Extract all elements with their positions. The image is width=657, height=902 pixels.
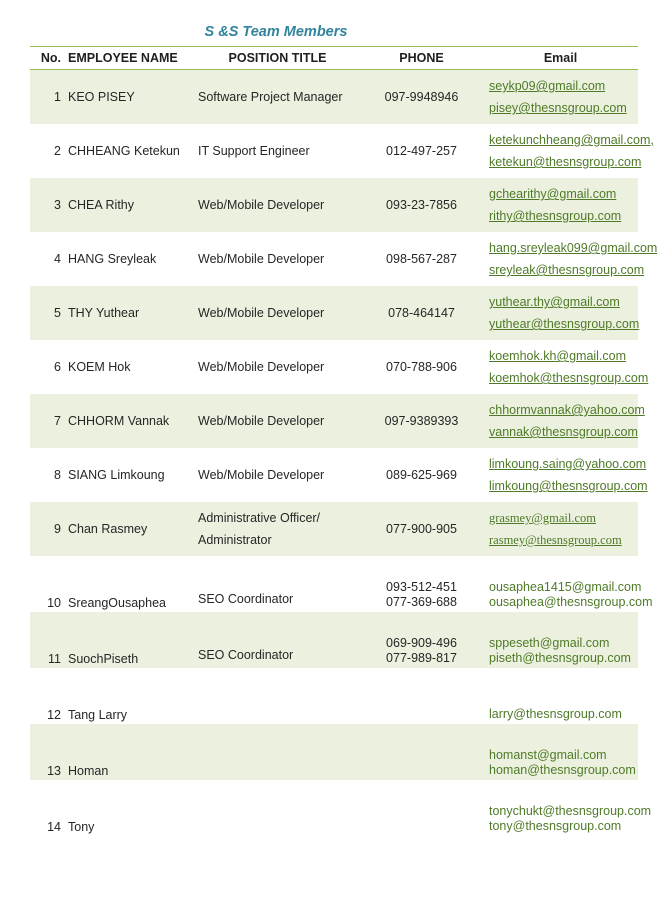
position-line: Web/Mobile Developer (198, 468, 325, 482)
phone-number (360, 286, 483, 340)
email-address (483, 232, 657, 286)
employee-name: SIANG Limkoung (68, 468, 165, 482)
position-line: Web/Mobile Developer (198, 198, 325, 212)
position-title (195, 668, 360, 724)
email-link[interactable]: rithy@thesnsgroup.com (489, 209, 622, 223)
email-link[interactable]: koemhok.kh@gmail.com (489, 349, 627, 363)
email-address (483, 612, 638, 668)
employee-number: 3 (30, 178, 65, 232)
email-address (483, 124, 654, 178)
table-row (30, 232, 638, 286)
email-link[interactable]: rasmey@thesnsgroup.com (489, 533, 622, 547)
position-title (195, 724, 360, 780)
team-members-table (30, 46, 657, 836)
header-email: Email (483, 47, 638, 70)
position-title (195, 70, 360, 125)
employee-number: 1 (30, 70, 65, 125)
position-title (195, 394, 360, 448)
phone-number (360, 780, 483, 836)
table-row (30, 502, 638, 556)
email-address (483, 340, 649, 394)
employee-number: 12 (47, 708, 61, 722)
position-line: Web/Mobile Developer (198, 360, 325, 374)
email-link[interactable]: ketekun@thesnsgroup.com (489, 155, 642, 169)
position-title (195, 556, 360, 612)
email-link[interactable]: ousaphea@thesnsgroup.com (489, 595, 653, 609)
email-link[interactable]: homan@thesnsgroup.com (489, 763, 636, 777)
table-row (30, 178, 638, 232)
email-address (483, 394, 645, 448)
email-link[interactable]: larry@thesnsgroup.com (489, 707, 622, 721)
phone-line: 012-497-257 (386, 143, 457, 158)
phone-line: 093-512-451 (386, 580, 457, 594)
position-title (195, 448, 360, 502)
email-address (483, 780, 652, 836)
position-title (195, 340, 360, 394)
employee-number: 2 (54, 144, 61, 158)
employee-name: Homan (65, 724, 195, 780)
email-link[interactable]: homanst@gmail.com (489, 748, 607, 762)
phone-number (360, 178, 483, 232)
table-body (30, 70, 657, 837)
employee-number: 6 (54, 360, 61, 374)
table-row (30, 124, 638, 178)
position-title (195, 124, 360, 178)
position-title (195, 286, 360, 340)
email-link[interactable]: pisey@thesnsgroup.com (489, 101, 627, 115)
email-address (483, 668, 638, 724)
phone-number (360, 612, 483, 668)
table-row (30, 556, 638, 612)
employee-name: SuochPiseth (65, 612, 195, 668)
email-link[interactable]: ousaphea1415@gmail.com (489, 580, 642, 594)
position-line: Administrator (198, 533, 272, 547)
table-row (30, 286, 638, 340)
phone-number (360, 70, 483, 125)
employee-number: 11 (30, 612, 65, 668)
page-title: S &S Team Members (204, 24, 348, 40)
email-link[interactable]: sreyleak@thesnsgroup.com (489, 263, 645, 277)
position-line: Administrative Officer/ (198, 511, 321, 525)
employee-name: SreangOusaphea (68, 596, 166, 610)
phone-line: 078-464147 (388, 305, 455, 320)
position-line: Web/Mobile Developer (198, 414, 325, 428)
employee-number: 4 (54, 252, 61, 266)
phone-number (360, 556, 483, 612)
employee-name: KOEM Hok (68, 360, 131, 374)
table-header-row (30, 47, 638, 70)
employee-number: 13 (30, 724, 65, 780)
table-row (30, 724, 638, 780)
position-line: Software Project Manager (198, 90, 343, 104)
phone-number (360, 394, 483, 448)
email-address (483, 448, 648, 502)
email-link[interactable]: gchearithy@gmail.com (489, 187, 617, 201)
employee-number: 5 (30, 286, 65, 340)
phone-number (360, 124, 483, 178)
email-link[interactable]: grasmey@gmail.com (489, 511, 596, 525)
email-address (483, 178, 638, 232)
employee-name: THY Yuthear (65, 286, 195, 340)
phone-line: 098-567-287 (386, 251, 457, 266)
position-title (195, 780, 360, 836)
position-line: IT Support Engineer (198, 144, 310, 158)
phone-number (360, 502, 483, 556)
email-address (483, 724, 638, 780)
email-address (483, 556, 653, 612)
employee-number: 8 (54, 468, 61, 482)
email-link[interactable]: yuthear.thy@gmail.com (489, 295, 620, 309)
email-link[interactable]: limkoung@thesnsgroup.com (489, 479, 648, 493)
phone-number (360, 340, 483, 394)
position-title (195, 502, 360, 556)
table-row (30, 780, 638, 836)
phone-line: 077-900-905 (386, 521, 457, 536)
employee-name: CHHEANG Ketekun (68, 144, 180, 158)
email-address (483, 70, 638, 125)
table-row (30, 70, 638, 125)
employee-name: KEO PISEY (65, 70, 195, 125)
phone-number (360, 232, 483, 286)
email-link[interactable]: chhormvannak@yahoo.com (489, 403, 645, 417)
employee-name: HANG Sreyleak (68, 252, 157, 266)
email-link[interactable]: tonychukt@thesnsgroup.com (489, 804, 652, 818)
phone-line: 097-9948946 (384, 89, 459, 104)
table-row (30, 448, 638, 502)
table-row (30, 668, 638, 724)
email-link[interactable]: koemhok@thesnsgroup.com (489, 371, 649, 385)
phone-line: 069-909-496 (386, 636, 457, 650)
position-title (195, 232, 360, 286)
phone-number (360, 668, 483, 724)
employee-name: Tang Larry (68, 708, 128, 722)
email-link[interactable]: limkoung.saing@yahoo.com (489, 457, 647, 471)
employee-number: 7 (30, 394, 65, 448)
phone-line: 077-989-817 (386, 651, 457, 665)
position-title (195, 178, 360, 232)
employee-name: Chan Rasmey (65, 502, 195, 556)
email-link[interactable]: piseth@thesnsgroup.com (489, 651, 631, 665)
email-link[interactable]: yuthear@thesnsgroup.com (489, 317, 640, 331)
position-title (195, 612, 360, 668)
email-link[interactable]: hang.sreyleak099@gmail.com (489, 241, 657, 255)
header-no: No. (30, 47, 65, 70)
table-row (30, 340, 638, 394)
phone-line: 070-788-906 (386, 359, 457, 374)
phone-number (360, 724, 483, 780)
table-row (30, 612, 638, 668)
email-link[interactable]: seykp09@gmail.com (489, 79, 606, 93)
email-link[interactable]: tony@thesnsgroup.com (489, 819, 622, 833)
email-address (483, 502, 638, 556)
position-line: Web/Mobile Developer (198, 252, 325, 266)
employee-number: 14 (47, 820, 61, 834)
phone-number (360, 448, 483, 502)
employee-name: Tony (68, 820, 95, 834)
header-position-title: POSITION TITLE (195, 47, 360, 70)
table-row (30, 394, 638, 448)
position-line: SEO Coordinator (198, 648, 294, 662)
email-link[interactable]: sppeseth@gmail.com (489, 636, 610, 650)
email-address (483, 286, 638, 340)
email-link[interactable]: ketekunchheang@gmail.com, (489, 133, 654, 147)
position-line: Web/Mobile Developer (198, 306, 325, 320)
header-phone: PHONE (360, 47, 483, 70)
phone-line: 097-9389393 (384, 413, 459, 428)
employee-number: 9 (30, 502, 65, 556)
employee-number: 10 (47, 596, 61, 610)
email-link[interactable]: vannak@thesnsgroup.com (489, 425, 638, 439)
position-line: SEO Coordinator (198, 592, 294, 606)
employee-name: CHEA Rithy (65, 178, 195, 232)
header-employee-name: EMPLOYEE NAME (65, 47, 195, 70)
phone-line: 077-369-688 (386, 595, 457, 609)
employee-name: CHHORM Vannak (65, 394, 195, 448)
phone-line: 089-625-969 (386, 467, 457, 482)
phone-line: 093-23-7856 (386, 197, 457, 212)
